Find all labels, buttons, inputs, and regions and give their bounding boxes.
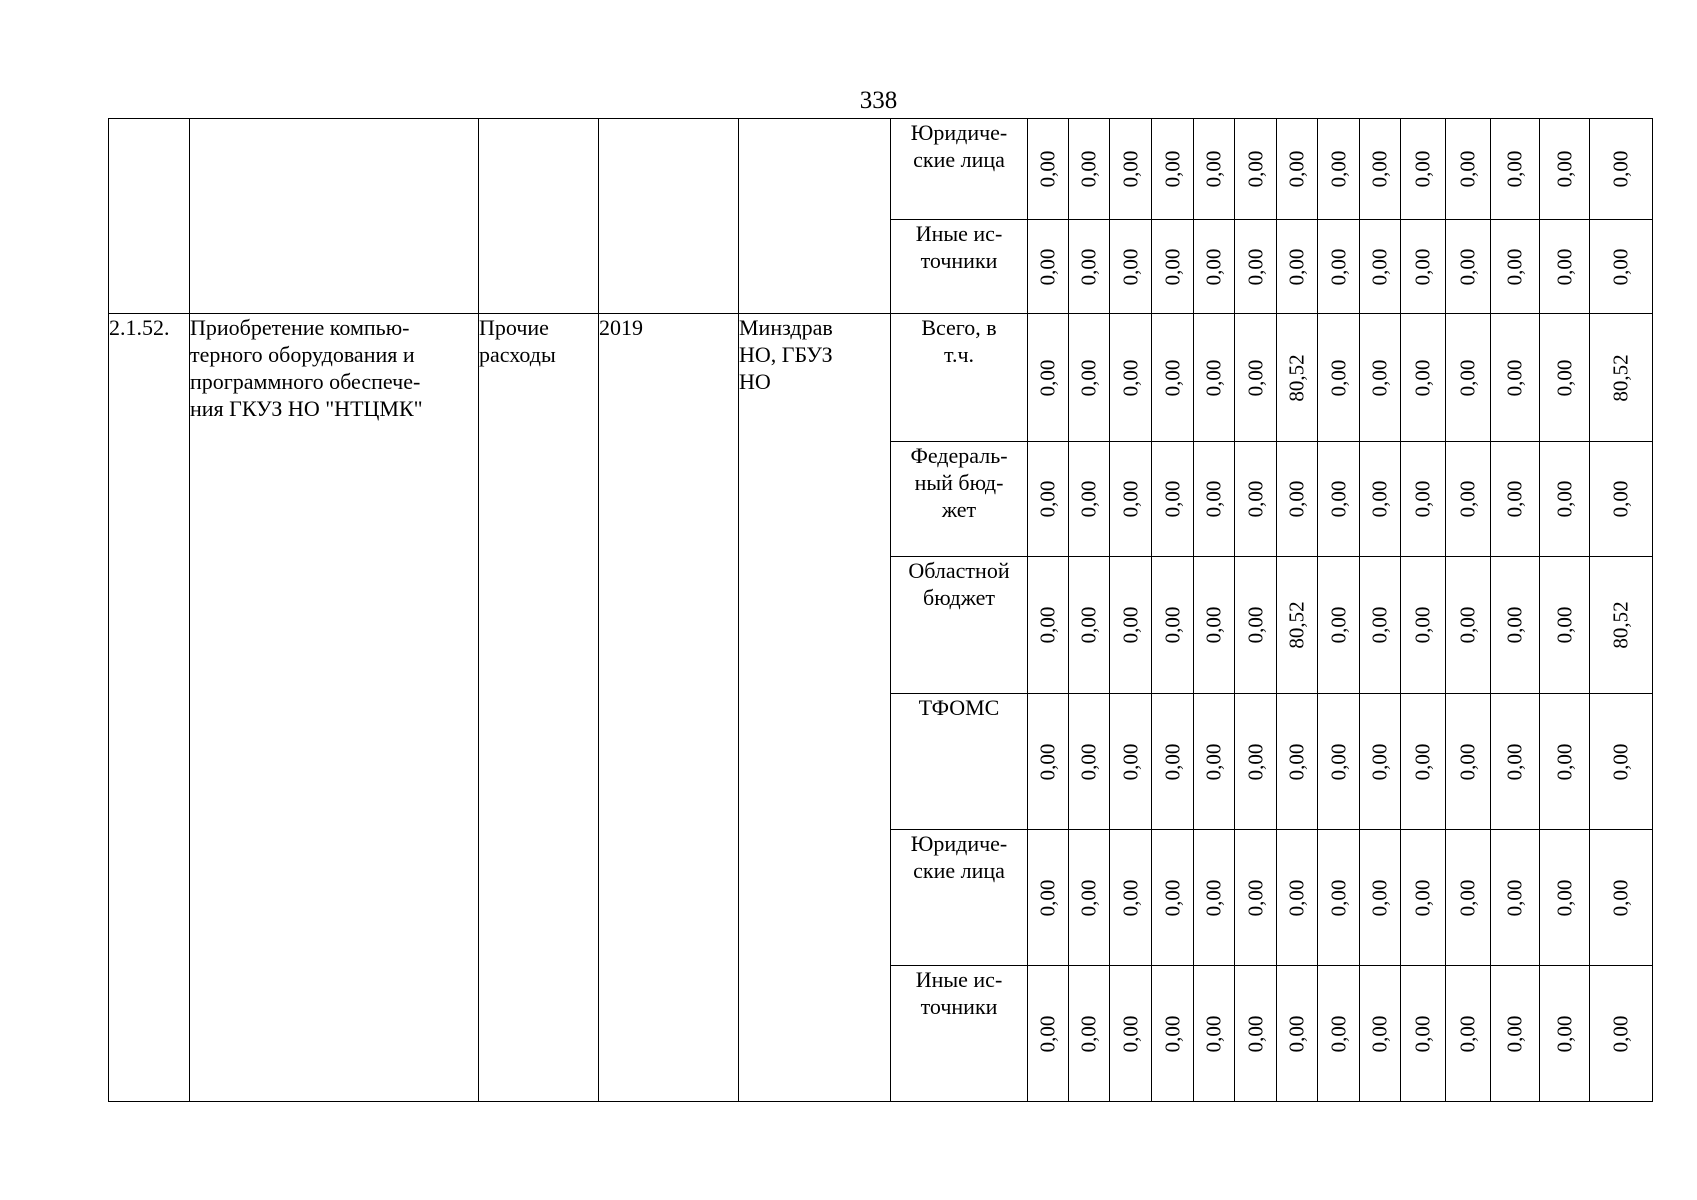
value-text: 0,00: [1502, 743, 1527, 780]
value-cell: [1491, 119, 1540, 220]
value-text: 0,00: [1410, 150, 1435, 188]
value-cell: [1446, 119, 1491, 220]
value-cell: [1401, 830, 1446, 966]
value-text: 0,00: [1201, 150, 1226, 188]
item-code: 2.1.52.: [109, 314, 190, 1102]
value-cell: [1540, 694, 1590, 830]
value-text: 0,00: [1326, 359, 1350, 396]
value-cell: [1540, 557, 1590, 694]
value-cell: [1069, 694, 1110, 830]
value-text: 0,00: [1608, 879, 1633, 916]
value-cell: [1446, 220, 1491, 314]
value-cell: [1446, 966, 1491, 1102]
value-cell: [1152, 694, 1194, 830]
value-text: 0,00: [1160, 743, 1184, 780]
value-cell: [1590, 966, 1653, 1102]
value-text: 0,00: [1284, 879, 1309, 916]
value-text: 0,00: [1367, 1015, 1392, 1052]
value-text: 0,00: [1076, 248, 1101, 285]
value-text: 0,00: [1455, 359, 1480, 396]
value-cell: [1540, 314, 1590, 442]
value-text: 80,52: [1608, 601, 1633, 649]
item-name: Приобретение компью- терного оборудования и программного обеспече- ния ГКУЗ НО "НТЦМК": [190, 314, 479, 1102]
value-cell: [1028, 314, 1069, 442]
source-cell: Юридиче- ские лица: [891, 119, 1028, 220]
value-text: 0,00: [1160, 879, 1184, 916]
value-cell: [1401, 442, 1446, 557]
value-cell: [1028, 966, 1069, 1102]
value-cell: [1277, 694, 1318, 830]
value-cell: [1401, 694, 1446, 830]
value-text: 0,00: [1410, 359, 1435, 396]
value-text: 0,00: [1035, 743, 1060, 780]
value-text: 0,00: [1035, 480, 1060, 518]
value-cell: [1318, 442, 1360, 557]
value-text: 0,00: [1455, 606, 1480, 644]
value-cell: [1069, 557, 1110, 694]
value-text: 0,00: [1552, 1015, 1576, 1052]
value-cell: [1028, 557, 1069, 694]
value-text: 0,00: [1118, 879, 1142, 916]
value-text: 0,00: [1118, 606, 1142, 644]
value-text: 0,00: [1367, 150, 1392, 188]
value-text: 0,00: [1160, 606, 1184, 644]
value-cell: [1028, 694, 1069, 830]
value-cell: [1069, 830, 1110, 966]
value-text: 0,00: [1455, 879, 1480, 916]
value-text: 0,00: [1076, 359, 1101, 396]
page-number: 338: [859, 87, 898, 114]
value-cell: [1069, 119, 1110, 220]
value-text: 0,00: [1455, 480, 1480, 518]
value-text: 0,00: [1552, 359, 1576, 396]
value-cell: [1360, 694, 1401, 830]
value-cell: [1401, 119, 1446, 220]
source-cell: Всего, в т.ч.: [891, 314, 1028, 442]
value-text: 0,00: [1160, 248, 1184, 285]
value-text: 0,00: [1201, 743, 1226, 780]
value-text: 0,00: [1455, 1015, 1480, 1052]
value-text: 0,00: [1410, 879, 1435, 916]
value-text: 0,00: [1502, 879, 1527, 916]
source-cell: Областной бюджет: [891, 557, 1028, 694]
value-text: 0,00: [1035, 879, 1060, 916]
value-text: 0,00: [1326, 480, 1350, 518]
value-text: 80,52: [1608, 353, 1633, 402]
executor-cell: [739, 119, 891, 314]
item-year: 2019: [599, 314, 739, 1102]
value-cell: [1277, 314, 1318, 442]
value-text: 0,00: [1608, 743, 1633, 780]
value-text: 0,00: [1243, 606, 1267, 644]
value-cell: [1194, 442, 1235, 557]
value-text: 0,00: [1201, 359, 1226, 396]
value-cell: [1540, 442, 1590, 557]
value-cell: [1540, 966, 1590, 1102]
value-cell: [1360, 442, 1401, 557]
value-text: 0,00: [1243, 150, 1267, 188]
value-text: 0,00: [1118, 359, 1142, 396]
source-cell: Федераль- ный бюд- жет: [891, 442, 1028, 557]
value-text: 0,00: [1326, 879, 1350, 916]
value-cell: [1401, 557, 1446, 694]
value-text: 0,00: [1367, 743, 1392, 780]
value-text: 0,00: [1076, 879, 1101, 916]
value-cell: [1318, 557, 1360, 694]
value-cell: [1491, 220, 1540, 314]
code-cell: [109, 119, 190, 314]
value-cell: [1152, 119, 1194, 220]
source-cell: Иные ис- точники: [891, 220, 1028, 314]
table-row: [109, 119, 1653, 220]
value-cell: [1590, 119, 1653, 220]
value-text: 0,00: [1608, 150, 1633, 188]
value-text: 0,00: [1552, 480, 1576, 518]
value-cell: [1491, 966, 1540, 1102]
item-executor: Минздрав НО, ГБУЗ НО: [739, 314, 891, 1102]
value-text: 0,00: [1201, 606, 1226, 644]
value-cell: [1491, 694, 1540, 830]
value-text: 0,00: [1201, 1015, 1226, 1052]
value-text: 0,00: [1367, 606, 1392, 644]
value-text: 0,00: [1608, 1015, 1633, 1052]
value-text: 0,00: [1284, 1015, 1309, 1052]
value-text: 0,00: [1160, 480, 1184, 518]
value-cell: [1194, 314, 1235, 442]
value-cell: [1491, 830, 1540, 966]
value-cell: [1152, 442, 1194, 557]
budget-table: [108, 118, 1653, 1102]
value-cell: [1318, 119, 1360, 220]
value-cell: [1446, 442, 1491, 557]
source-cell: Иные ис- точники: [891, 966, 1028, 1102]
value-text: 0,00: [1326, 150, 1350, 188]
value-cell: [1235, 830, 1277, 966]
value-cell: [1235, 694, 1277, 830]
value-text: 0,00: [1326, 743, 1350, 780]
value-text: 0,00: [1118, 743, 1142, 780]
value-cell: [1028, 442, 1069, 557]
value-text: 0,00: [1367, 248, 1392, 285]
value-text: 0,00: [1410, 606, 1435, 644]
table-row: [109, 314, 1653, 442]
value-cell: [1590, 314, 1653, 442]
value-text: 0,00: [1326, 248, 1350, 285]
value-cell: [1152, 557, 1194, 694]
value-cell: [1401, 314, 1446, 442]
value-cell: [1491, 314, 1540, 442]
value-text: 0,00: [1076, 150, 1101, 188]
value-text: 0,00: [1410, 248, 1435, 285]
value-text: 0,00: [1552, 879, 1576, 916]
value-cell: [1590, 694, 1653, 830]
value-cell: [1069, 442, 1110, 557]
value-cell: [1446, 314, 1491, 442]
name-cell: [190, 119, 479, 314]
value-text: 0,00: [1552, 743, 1576, 780]
value-cell: [1360, 314, 1401, 442]
value-text: 0,00: [1502, 359, 1527, 396]
value-cell: [1069, 220, 1110, 314]
value-text: 0,00: [1455, 743, 1480, 780]
value-cell: [1360, 966, 1401, 1102]
value-text: 0,00: [1284, 743, 1309, 780]
value-text: 0,00: [1502, 150, 1527, 188]
value-cell: [1194, 694, 1235, 830]
value-cell: [1360, 557, 1401, 694]
value-text: 0,00: [1367, 359, 1392, 396]
value-text: 0,00: [1035, 359, 1060, 396]
value-cell: [1152, 966, 1194, 1102]
value-text: 0,00: [1035, 248, 1060, 285]
value-cell: [1318, 830, 1360, 966]
value-text: 0,00: [1552, 606, 1576, 644]
value-text: 0,00: [1608, 248, 1633, 285]
value-cell: [1277, 557, 1318, 694]
item-type: Прочие расходы: [479, 314, 599, 1102]
value-text: 0,00: [1201, 248, 1226, 285]
value-cell: [1110, 557, 1152, 694]
value-cell: [1590, 442, 1653, 557]
value-text: 0,00: [1552, 150, 1576, 188]
value-cell: [1360, 830, 1401, 966]
value-text: 0,00: [1243, 248, 1267, 285]
value-cell: [1401, 220, 1446, 314]
value-text: 0,00: [1035, 1015, 1060, 1052]
value-text: 0,00: [1076, 480, 1101, 518]
value-cell: [1491, 557, 1540, 694]
value-text: 80,52: [1284, 601, 1309, 649]
value-cell: [1069, 966, 1110, 1102]
type-cell: [479, 119, 599, 314]
value-text: 0,00: [1243, 480, 1267, 518]
value-cell: [1110, 830, 1152, 966]
value-text: 0,00: [1502, 606, 1527, 644]
value-text: 0,00: [1455, 248, 1480, 285]
value-cell: [1491, 442, 1540, 557]
value-cell: [1277, 442, 1318, 557]
value-cell: [1235, 119, 1277, 220]
value-text: 0,00: [1118, 1015, 1142, 1052]
value-cell: [1194, 966, 1235, 1102]
source-cell: Юридиче- ские лица: [891, 830, 1028, 966]
value-cell: [1540, 119, 1590, 220]
value-text: 0,00: [1410, 743, 1435, 780]
value-text: 0,00: [1118, 248, 1142, 285]
value-cell: [1110, 314, 1152, 442]
value-text: 0,00: [1160, 1015, 1184, 1052]
value-cell: [1318, 966, 1360, 1102]
value-text: 0,00: [1284, 480, 1309, 518]
value-cell: [1401, 966, 1446, 1102]
value-cell: [1277, 966, 1318, 1102]
value-text: 0,00: [1502, 480, 1527, 518]
source-cell: ТФОМС: [891, 694, 1028, 830]
value-text: 0,00: [1326, 1015, 1350, 1052]
value-text: 0,00: [1502, 248, 1527, 285]
value-cell: [1235, 314, 1277, 442]
value-cell: [1277, 220, 1318, 314]
value-text: 0,00: [1367, 879, 1392, 916]
value-text: 0,00: [1552, 248, 1576, 285]
value-cell: [1540, 830, 1590, 966]
table-body: [109, 119, 1653, 1102]
value-cell: [1028, 830, 1069, 966]
value-text: 0,00: [1076, 1015, 1101, 1052]
value-text: 0,00: [1455, 150, 1480, 188]
value-text: 0,00: [1118, 480, 1142, 518]
value-cell: [1318, 314, 1360, 442]
value-cell: [1028, 220, 1069, 314]
value-cell: [1235, 220, 1277, 314]
value-text: 0,00: [1284, 248, 1309, 285]
value-text: 0,00: [1243, 1015, 1267, 1052]
value-cell: [1110, 694, 1152, 830]
value-cell: [1194, 830, 1235, 966]
value-cell: [1590, 220, 1653, 314]
year-cell: [599, 119, 739, 314]
value-cell: [1028, 119, 1069, 220]
value-text: 0,00: [1326, 606, 1350, 644]
value-cell: [1194, 220, 1235, 314]
value-text: 0,00: [1160, 359, 1184, 396]
value-cell: [1277, 119, 1318, 220]
value-cell: [1110, 442, 1152, 557]
value-cell: [1318, 694, 1360, 830]
value-cell: [1277, 830, 1318, 966]
value-text: 0,00: [1035, 606, 1060, 644]
value-cell: [1590, 830, 1653, 966]
value-text: 0,00: [1076, 743, 1101, 780]
value-text: 0,00: [1201, 480, 1226, 518]
value-text: 0,00: [1160, 150, 1184, 188]
value-cell: [1194, 119, 1235, 220]
value-cell: [1318, 220, 1360, 314]
value-cell: [1590, 557, 1653, 694]
value-cell: [1360, 119, 1401, 220]
value-cell: [1446, 557, 1491, 694]
value-text: 0,00: [1243, 743, 1267, 780]
value-text: 0,00: [1367, 480, 1392, 518]
value-text: 0,00: [1243, 879, 1267, 916]
value-text: 0,00: [1076, 606, 1101, 644]
value-text: 0,00: [1118, 150, 1142, 188]
value-cell: [1152, 830, 1194, 966]
value-text: 0,00: [1201, 879, 1226, 916]
value-cell: [1069, 314, 1110, 442]
value-cell: [1446, 830, 1491, 966]
value-cell: [1540, 220, 1590, 314]
value-cell: [1235, 557, 1277, 694]
value-text: 0,00: [1608, 480, 1633, 518]
value-cell: [1110, 966, 1152, 1102]
value-text: 0,00: [1410, 1015, 1435, 1052]
value-cell: [1446, 694, 1491, 830]
value-text: 0,00: [1502, 1015, 1527, 1052]
value-text: 0,00: [1243, 359, 1267, 396]
value-cell: [1194, 557, 1235, 694]
value-text: 0,00: [1410, 480, 1435, 518]
value-cell: [1235, 966, 1277, 1102]
value-cell: [1235, 442, 1277, 557]
value-text: 80,52: [1284, 353, 1309, 402]
value-cell: [1110, 220, 1152, 314]
value-cell: [1152, 314, 1194, 442]
value-cell: [1360, 220, 1401, 314]
value-text: 0,00: [1035, 150, 1060, 188]
value-cell: [1110, 119, 1152, 220]
value-text: 0,00: [1284, 150, 1309, 188]
value-cell: [1152, 220, 1194, 314]
